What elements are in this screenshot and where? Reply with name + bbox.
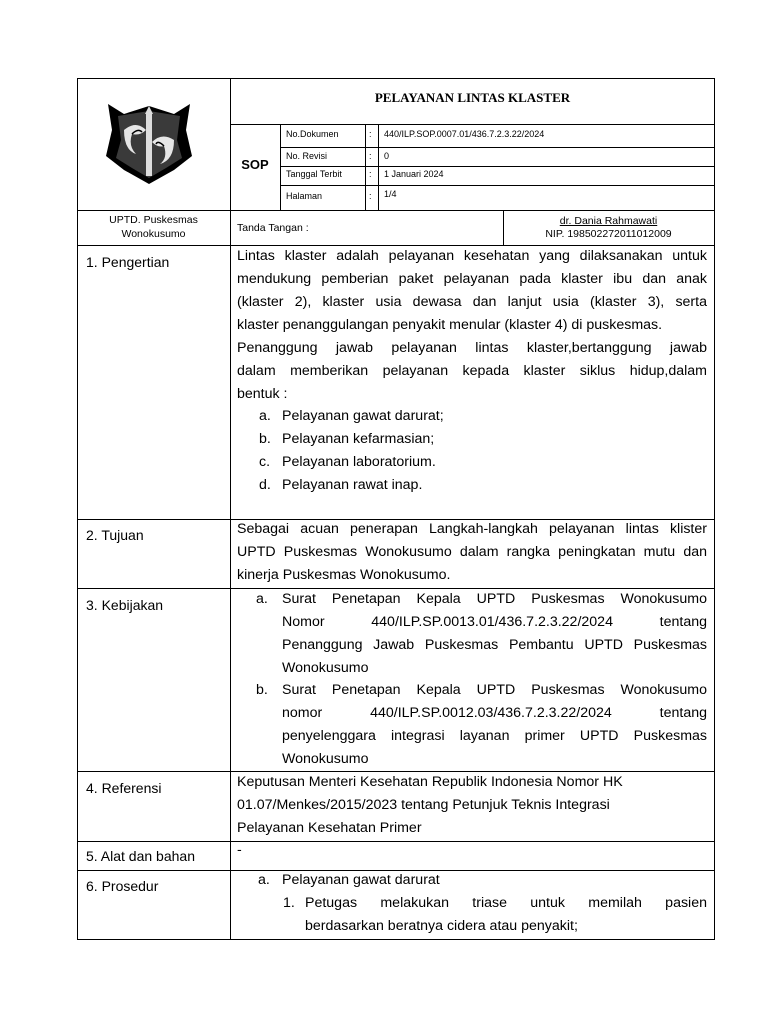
tujuan-line: UPTD Puskesmas Wonokusumo dalam rangka peningkatan mutu dan [237, 544, 707, 560]
kebijakan-line: Surat Penetapan Kepala UPTD Puskesmas Wonokusumo [282, 682, 707, 698]
section-label-prosedur: 6. Prosedur [86, 878, 159, 894]
meta-label-no-revisi: No. Revisi [286, 151, 328, 161]
referensi-line: Keputusan Menteri Kesehatan Republik Indonesia Nomor HK [237, 774, 623, 790]
pengertian-p1-line: Lintas klaster adalah pelayanan kesehatan yang dilaksanakan untuk [237, 248, 707, 264]
meta-value-tanggal-terbit: 1 Januari 2024 [384, 169, 444, 179]
tujuan-line: Sebagai acuan penerapan Langkah-langkah pelayanan lintas klister [237, 521, 707, 537]
pengertian-p1-line: mendukung pemberian paket pelayanan pada klaster ibu dan anak [237, 271, 707, 287]
rule [280, 166, 715, 167]
meta-label-no-dokumen: No.Dokumen [286, 129, 339, 139]
pengertian-p2-line: Penanggung jawab pelayanan lintas klaster,bertanggung jawab [237, 340, 707, 356]
prosedur-subtitle: Pelayanan gawat darurat [282, 872, 440, 888]
prosedur-step-line: berdasarkan beratnya cidera atau penyakit; [305, 918, 578, 934]
list-marker: b. [256, 682, 268, 698]
meta-sep: : [369, 169, 372, 179]
referensi-line: Pelayanan Kesehatan Primer [237, 820, 422, 836]
meta-value-halaman: 1/4 [384, 189, 397, 199]
kebijakan-line: nomor 440/ILP.SP.0012.03/436.7.2.3.22/2024 tentang [282, 705, 707, 721]
meta-value-no-dokumen: 440/ILP.SOP.0007.01/436.7.2.3.22/2024 [384, 129, 545, 139]
kebijakan-line: Surat Penetapan Kepala UPTD Puskesmas Wonokusumo [282, 591, 707, 607]
kebijakan-line: Wonokusumo [282, 751, 369, 767]
rule [77, 939, 715, 940]
rule [77, 78, 715, 79]
list-marker: a. [256, 591, 268, 607]
signature-label: Tanda Tangan : [237, 222, 309, 234]
section-label-kebijakan: 3. Kebijakan [86, 597, 164, 613]
list-marker: a. [259, 408, 271, 424]
surabaya-emblem-logo [102, 100, 196, 188]
meta-sep: : [369, 151, 372, 161]
list-item: Pelayanan laboratorium. [282, 454, 436, 470]
list-marker: b. [259, 431, 271, 447]
section-label-referensi: 4. Referensi [86, 780, 162, 796]
unit-name-line1: UPTD. Puskesmas [109, 214, 198, 226]
document-title: PELAYANAN LINTAS KLASTER [374, 90, 571, 105]
sop-label: SOP [241, 157, 269, 172]
rule [280, 124, 281, 210]
meta-label-halaman: Halaman [286, 191, 323, 201]
kebijakan-line: Wonokusumo [282, 660, 369, 676]
rule [230, 78, 231, 940]
meta-sep: : [369, 191, 372, 201]
rule [77, 78, 78, 940]
kebijakan-line: Nomor 440/ILP.SP.0013.01/436.7.2.3.22/2024 tentang [282, 614, 707, 630]
rule [365, 124, 366, 210]
section-label-pengertian: 1. Pengertian [86, 254, 170, 270]
rule [280, 147, 715, 148]
list-marker: 1. [283, 895, 295, 911]
section-label-tujuan: 2. Tujuan [86, 527, 144, 543]
rule [714, 78, 715, 940]
rule [77, 210, 715, 211]
list-item: Pelayanan rawat inap. [282, 477, 423, 493]
meta-value-no-revisi: 0 [384, 151, 390, 161]
rule [77, 841, 715, 842]
unit-name-line2: Wonokusumo [121, 228, 186, 240]
pengertian-p1-line: klaster penanggulangan penyakit menular (klaster 4) di puskesmas. [237, 317, 663, 333]
tujuan-line: kinerja Puskesmas Wonokusumo. [237, 567, 451, 583]
pengertian-p1-line: (klaster 2), klaster usia dewasa dan lanjut usia (klaster 3), serta [237, 294, 707, 310]
prosedur-step-line: Petugas melakukan triase untuk memilah pasien [305, 895, 707, 911]
pengertian-p2-line: dalam memberikan pelayanan kepada klaster siklus hidup,dalam [237, 363, 707, 379]
rule [378, 124, 379, 210]
pengertian-p2-line: bentuk : [237, 386, 288, 402]
rule [230, 124, 715, 125]
list-item: Pelayanan gawat darurat; [282, 408, 444, 424]
meta-sep: : [369, 129, 372, 139]
rule [280, 185, 715, 186]
referensi-line: 01.07/Menkes/2015/2023 tentang Petunjuk Teknis Integrasi [237, 797, 610, 813]
kebijakan-line: Penanggung Jawab Puskesmas Pembantu UPTD Puskesmas [282, 637, 707, 653]
signer-nip: NIP. 198502272011012009 [545, 228, 672, 240]
list-marker: c. [259, 454, 271, 470]
signer-name: dr. Dania Rahmawati [559, 215, 658, 227]
list-item: Pelayanan kefarmasian; [282, 431, 435, 447]
kebijakan-line: penyelenggara integrasi layanan primer UPTD Puskesmas [282, 728, 707, 744]
section-label-alat-bahan: 5. Alat dan bahan [86, 848, 195, 864]
meta-label-tanggal-terbit: Tanggal Terbit [286, 169, 342, 179]
list-marker: a. [258, 872, 270, 888]
alat-bahan-value: - [237, 842, 242, 858]
list-marker: d. [259, 477, 271, 493]
